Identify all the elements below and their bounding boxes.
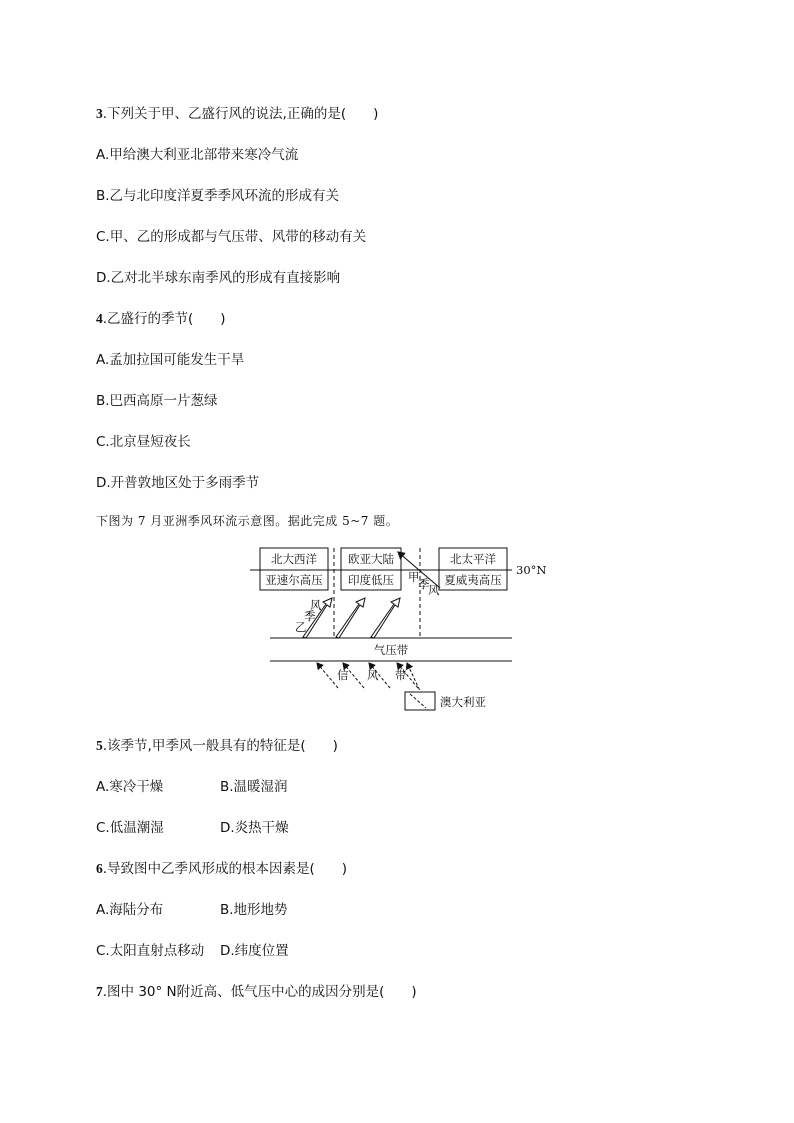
- q4-option-d: D.开普敦地区处于多雨季节: [96, 475, 260, 491]
- q5-option-d: D.炎热干燥: [220, 820, 289, 836]
- question-text: .图中 30° N附近高、低气压中心的成因分别是( ): [102, 984, 417, 1000]
- q3-option-d: D.乙对北半球东南季风的形成有直接影响: [96, 270, 341, 286]
- monsoon-circulation-diagram: [250, 540, 570, 720]
- figure-intro: 下图为 7 月亚洲季风环流示意图。据此完成 5~7 题。: [96, 514, 399, 528]
- label-jia: 甲: [408, 570, 420, 584]
- question-text: .乙盛行的季节( ): [102, 311, 226, 327]
- q5-option-b: B.温暖湿润: [220, 779, 288, 795]
- question-number: 5: [96, 738, 103, 753]
- q4-option-c: C.北京昼短夜长: [96, 434, 191, 450]
- southwest-arrow: [336, 598, 365, 638]
- q5-option-a: A.寒冷干燥: [96, 779, 164, 795]
- question-number: 6: [96, 861, 103, 876]
- label-dai: 带: [395, 668, 407, 682]
- question-text: .该季节,甲季风一般具有的特征是( ): [102, 738, 338, 754]
- q5-option-c: C.低温潮湿: [96, 820, 164, 836]
- label-yi-feng: 风: [310, 598, 322, 612]
- label-australia: 澳大利亚: [440, 695, 486, 709]
- label-eurasia: 欧亚大陆: [348, 552, 394, 566]
- label-jia-feng: 风: [428, 583, 440, 597]
- q6-option-a: A.海陆分布: [96, 902, 164, 918]
- question-number: 3: [96, 106, 103, 121]
- label-feng: 风: [367, 668, 379, 682]
- label-hawaii-high: 夏威夷高压: [444, 573, 502, 587]
- label-azores-high: 亚速尔高压: [265, 573, 323, 587]
- question-number: 7: [96, 984, 103, 999]
- australia-box: [405, 692, 435, 710]
- q3-option-b: B.乙与北印度洋夏季季风环流的形成有关: [96, 188, 340, 204]
- label-north-atlantic: 北大西洋: [271, 552, 317, 566]
- q6-option-b: B.地形地势: [220, 902, 288, 918]
- label-india-low: 印度低压: [348, 573, 394, 587]
- q6-option-d: D.纬度位置: [220, 943, 289, 959]
- q6-option-c: C.太阳直射点移动: [96, 943, 205, 959]
- question-5-stem: [96, 734, 338, 754]
- question-7-stem: [96, 980, 417, 1000]
- q3-option-c: C.甲、乙的形成都与气压带、风带的移动有关: [96, 229, 367, 245]
- trade-wind-arrow: [317, 663, 338, 688]
- label-yi: 乙: [295, 620, 307, 634]
- question-6-stem: [96, 857, 347, 877]
- question-text: .导致图中乙季风形成的根本因素是( ): [102, 861, 348, 877]
- q3-option-a: A.甲给澳大利亚北部带来寒冷气流: [96, 147, 299, 163]
- question-number: 4: [96, 311, 103, 326]
- label-yi-ji: 季: [304, 609, 316, 623]
- label-xin: 信: [337, 668, 349, 682]
- q4-option-b: B.巴西高原一片葱绿: [96, 393, 218, 409]
- question-3-stem: [96, 102, 378, 122]
- label-pressure-belt: 气压带: [373, 643, 409, 657]
- label-north-pacific: 北太平洋: [450, 552, 496, 566]
- label-jia-ji: 季: [418, 577, 430, 591]
- label-30n: 30°N: [516, 563, 547, 577]
- question-4-stem: [96, 307, 226, 327]
- question-text: .下列关于甲、乙盛行风的说法,正确的是( ): [102, 106, 379, 122]
- southwest-arrow: [371, 598, 400, 638]
- q4-option-a: A.孟加拉国可能发生干旱: [96, 352, 245, 368]
